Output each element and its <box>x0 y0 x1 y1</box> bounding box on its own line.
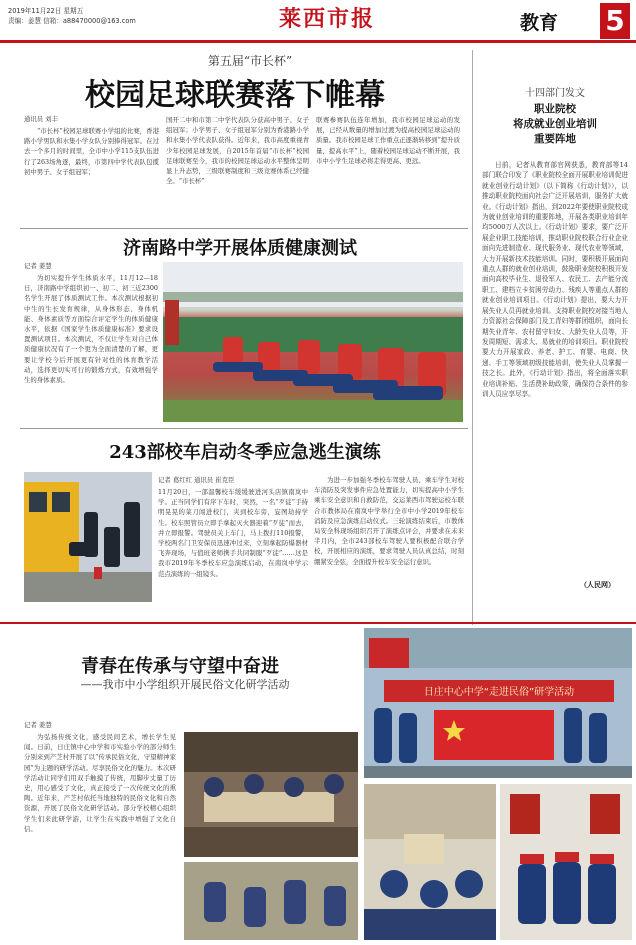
banner-group-illustration <box>364 628 632 778</box>
folk-culture-workshop-photo <box>184 732 358 857</box>
article2-title: 济南路中学开展体质健康测试 <box>123 238 357 259</box>
section-rule <box>0 622 636 624</box>
masthead-logo: 莱西市报 <box>278 6 375 32</box>
sidebar-source: （人民网） <box>580 580 615 589</box>
article4-subtitle: ——我市中小学组织开展民俗文化研学活动 <box>80 678 290 691</box>
school-bus-drill-photo <box>24 472 152 602</box>
group-illustration <box>500 784 632 940</box>
article1-col1: “市长杯”校园足球联赛小学组的比赛，香港路小学男队和水集小学女队分别捧得冠军。在过去一个多月的时间里，全市中小学115支队伍进行了263场角逐，最终，市第四中学代表队包揽初中男子、女子组冠军； <box>24 127 159 176</box>
article2-byline: 记者 姜慧 <box>24 262 52 270</box>
workshop-illustration <box>184 732 358 857</box>
article4-byline: 记者 姜慧 <box>24 721 52 729</box>
article4-body: 为弘扬传统文化，感受民间艺术，增长学生见闻。日前，日庄镇中心中学和市实验小学的部分师生分别来到产芝村开展了以“传承民俗文化，守望精神家园”为主题的研学活动。尽享民俗文化的魅力。本次研学活动让同学们用双手触摸了传统，用脚步丈量了历史，用心感受了文化，真正接受了一次传统文化的熏陶。近年来，产芝村依托当地独特的民俗文化和自然资源，开展了民俗文化研学活动。部分学校精心组织学生们来此研学游，让学生在实践中增强了文化自信。 <box>24 733 176 833</box>
sidebar-title-line3: 重要阵地 <box>534 133 576 145</box>
article1-byline: 通讯员 刘丰 <box>24 115 58 123</box>
article1-title: 校园足球联赛落下帷幕 <box>85 78 385 113</box>
sidebar-lead: 十四部门发文 <box>525 88 585 99</box>
banner-text: 日庄中心中学“走进民俗”研学活动 <box>423 687 575 698</box>
article3-title: 243部校车启动冬季应急逃生演练 <box>109 442 381 463</box>
article3-col2: 为进一步加强冬季校车驾驶人员、乘车学生对校车消防及突发事件应急处置能力，切实提高中小学生乘车安全意识和自救防范，交运莱西市驾驶运校车联合市教体局在南岚中学举行全市中小学2019年校车消防及应急演练启动仪式。三轮演练结束后，市教体局安全科现场组织召开了演练点评会，并要求在未来半月内，全市243部校车驾驶人要积极配合联合学校，开展相应的演练，要求驾驶人员认真总结，时刻绷紧安全弦，全面提升校车安全运行意识。 <box>314 476 464 566</box>
reading-illustration <box>364 784 496 940</box>
fitness-test-illustration <box>163 262 463 422</box>
divider <box>20 428 468 429</box>
section-title: 教育 <box>520 12 559 34</box>
crafts-illustration <box>184 862 358 940</box>
editor-line: 责编：姜慧 信箱：a88470000@163.com <box>8 17 136 25</box>
fitness-test-photo <box>163 262 463 422</box>
article1-kicker: 第五届“市长杯” <box>207 54 293 68</box>
article3-byline: 记者 葛红红 通讯员 崔克臣 <box>158 476 235 484</box>
header-rule <box>0 40 636 43</box>
divider <box>20 228 468 229</box>
date-line: 2019年11月22日 星期五 <box>8 7 84 15</box>
folk-crafts-photo <box>184 862 358 940</box>
article1-col2: 国开二中和市第二中学代表队分获高中男子、女子组冠军；小学男子、女子组冠军分别为香港路小学和水集小学代表队获得。近年来，我市高度重视青少年校园足球发展，自2015年首届“市长杯”校园足球联赛至今，我市的校园足球运动水平整体呈明显上升态势，三级联赛制度和三级竞赛体系已经健全。“市长杯” <box>166 116 309 186</box>
students-group-photo <box>500 784 632 940</box>
sidebar-body: 日前，记者从教育部官网获悉，教育部等14部门联合印发了《职业院校全面开展职业培训促进就业创业行动计划》（以下简称《行动计划》），以推动职业院校面向社会广泛开展培训，服务扩大就业。《行动计划》指出，到2022年要使职业院校成为就业创业培训的重要阵地，开展各类职业培训年均5000万人次以上。《行动计划》要求，要广泛开展企业职工技能培训，推动职业院校联合行业企业面向先进制造业、现代服务业、现代农业等领域，大力开展新技术技能培训。同时，要积极开展面向重点人群的就业创业培训，鼓励职业院校积极开发面向高校毕业生、退役军人、农民工、去产能分流职工、建档立卡贫困劳动力、残疾人等重点人群的就业创业培训项目。《行动计划》提出，要大力开展失业人员再就业培训。支持职业院校对接当地人力资源社会保障部门及工青妇等群团组织，面向长期失业青年、农村留守妇女、大龄失业人员等，开发周期短、需求大、易就业的培训项目。职业院校要大力开展家政、养老、护工、育婴、电商、快递、手工等领域初级技能培训，使失业人员掌握一技之长。此外，《行动计划》指出，将全面落实职业培训补贴、生活费补助政策，确保符合条件的参训人员应享尽享。 <box>482 161 628 398</box>
header-info <box>8 6 238 26</box>
page-number: 5 <box>600 3 630 39</box>
sidebar-title-line2: 将成就业创业培训 <box>513 118 597 130</box>
article1-col3: 联赛参赛队伍连年增加，我市校园足球运动的发展，已经从数量的增加过渡为提高校园足球运动的质量。我市校园足球工作重点正逐渐转移到“提升质量，提高水平”上，随着校园足球运动不断开展，我市中小学生足球必将走得更高、更远。 <box>316 116 460 165</box>
article4-title: 青春在传承与守望中奋进 <box>81 656 279 677</box>
article2-body: 为切实提升学生体质水平，11月12—18日，济南路中学组织初一、初二、初三近2300名学生开展了体质测试工作。本次测试根据初中生的生长发育规律，从身体形态、身体机能、身体素质等方面综合评定学生的体质健康水平，依据《国家学生体质健康标准》要求设置测试项目。本次测试，不仅让学生对自己体质健康状况有了一个更为全面清楚的了解，更要让学校今后开展更有针对性的体育教学活动，选择更切实可行的锻炼方式，有效增强学生的身体素质。 <box>24 274 158 385</box>
sidebar-divider <box>472 50 473 625</box>
article3-col1: 11月20日，一部温馨校车缓缓驶进河头店镇南岚中学。正当同学们有序下车时，突然，一名“歹徒”手持明晃晃的菜刀闯进校门，夹到校车旁，妄图劫持学生。校车照管员立即手拿起灭火器迎着“歹徒”而去，并立即报警。驾驶员关上车门，马上拨打110报警，学校两名门卫安保员迅速冲过来，立刻拿起防爆器材飞奔现场，与值班老师携手共同制服“歹徒”……这是我市2019年冬季校车应急演练启动，在南岚中学示范点演练的一组镜头。 <box>158 488 308 578</box>
sidebar-header <box>480 86 630 147</box>
children-reading-photo <box>364 784 496 940</box>
sidebar-title-line1: 职业院校 <box>534 103 576 115</box>
students-banner-photo <box>364 628 632 778</box>
school-bus-illustration <box>24 472 152 602</box>
